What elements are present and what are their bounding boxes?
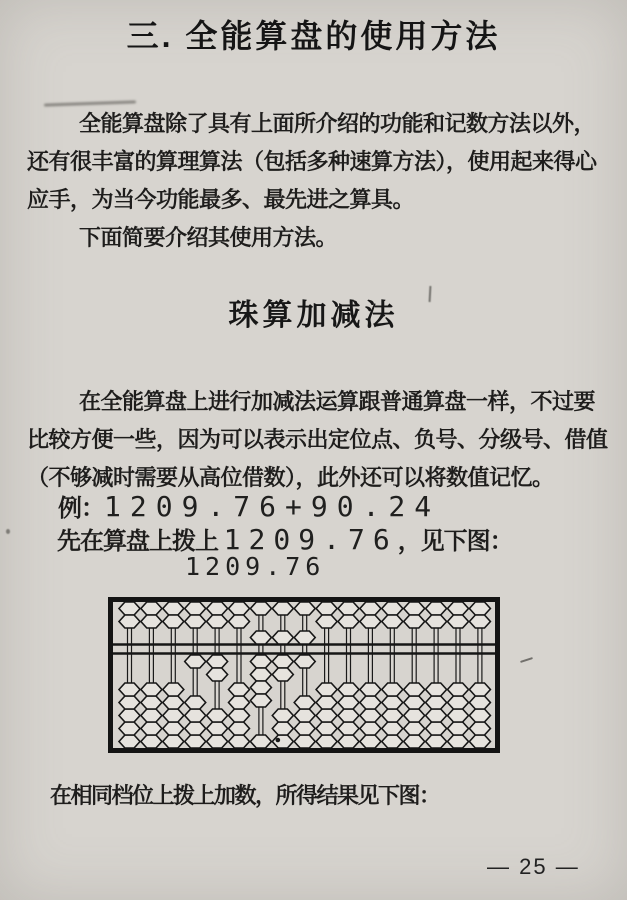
example-expression: 1209.76+90.24 <box>104 490 441 523</box>
scan-slash-artifact <box>520 657 533 663</box>
page-title: 三. 全能算盘的使用方法 <box>126 18 501 54</box>
abacus-value-label: 1209.76 <box>185 552 326 581</box>
paragraph-line: 应手，为当今功能最多、最先进之算具。 <box>27 187 415 212</box>
scan-speck-artifact <box>6 529 10 534</box>
example-label: 例： <box>58 495 104 522</box>
paragraph-line: 下面简要介绍其使用方法。 <box>79 225 338 250</box>
abacus-diagram <box>108 597 500 753</box>
example-line <box>58 490 440 526</box>
page-number: — 25 — <box>487 854 580 879</box>
abacus-svg <box>108 597 500 753</box>
intro-paragraph <box>27 105 605 257</box>
setup-prefix: 先在算盘上拨上 <box>57 528 224 555</box>
paragraph-line: 比较方便一些，因为可以表示出定位点、负号、分级号、借值 <box>27 427 608 452</box>
paragraph-line: （不够减时需要从高位借数），此外还可以将数值记忆。 <box>27 465 554 490</box>
method-paragraph <box>27 383 608 497</box>
paragraph-line: 在全能算盘上进行加减法运算跟普通算盘一样，不过要 <box>79 389 596 414</box>
setup-suffix: ，见下图： <box>397 528 513 555</box>
setup-number: 1209.76 <box>223 523 398 556</box>
closing-line: 在相同档位上拨上加数，所得结果见下图： <box>50 783 440 808</box>
paragraph-line: 全能算盘除了具有上面所介绍的功能和记数方法以外， <box>79 111 596 136</box>
section-title: 珠算加减法 <box>228 299 399 332</box>
paragraph-line: 还有很丰富的算理算法（包括多种速算方法），使用起来得心 <box>27 149 597 174</box>
